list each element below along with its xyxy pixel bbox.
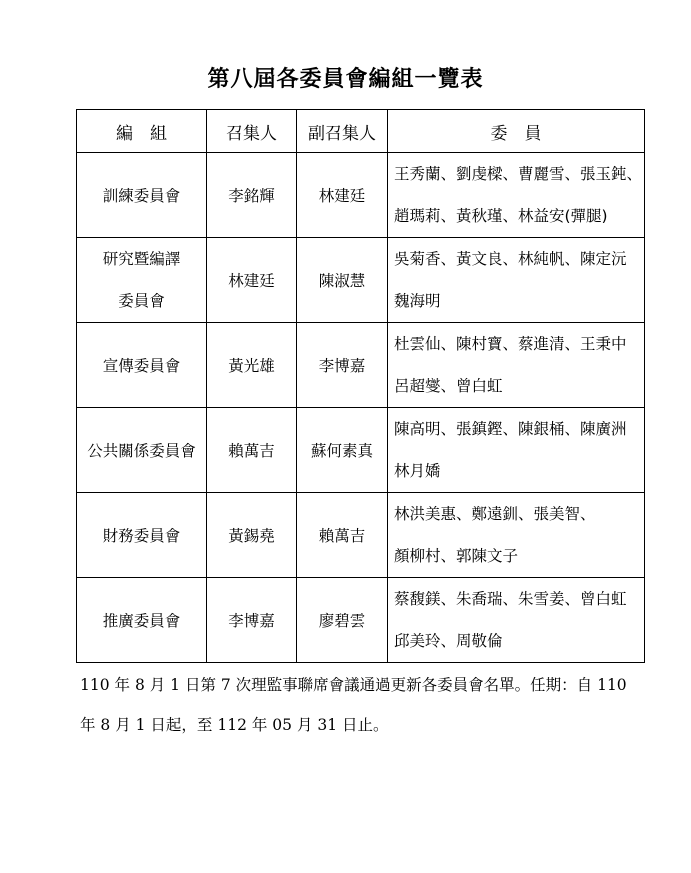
- table-row: [77, 578, 645, 663]
- members-line: 吳菊香、黃文良、林純帆、陳定沅: [394, 250, 627, 268]
- convener-cell: 林建廷: [207, 238, 297, 323]
- table-row: [77, 323, 645, 408]
- members-line: 王秀蘭、劉虔樑、曹麗雪、張玉鈍、: [394, 165, 643, 183]
- group-name: 訓練委員會: [102, 187, 181, 205]
- deputy-cell: 蘇何素真: [297, 408, 388, 493]
- page-title: 第八屆各委員會編組一覽表: [207, 67, 484, 92]
- table-row: [77, 408, 645, 493]
- members-line: 蔡馥鎂、朱喬瑞、朱雪姜、曾白虹: [394, 590, 627, 608]
- deputy-cell: 李博嘉: [297, 323, 388, 408]
- members-line: 邱美玲、周敬倫: [394, 632, 503, 650]
- table-row: [77, 238, 645, 323]
- group-name: 推廣委員會: [102, 612, 181, 630]
- group-name: 委員會: [118, 292, 165, 310]
- members-cell: [388, 153, 645, 238]
- members-line: 林洪美惠、鄭遠釧、張美智、: [394, 505, 596, 523]
- group-cell: [77, 153, 207, 238]
- header-group: 編 組: [77, 110, 207, 153]
- group-cell: [77, 323, 207, 408]
- convener-cell: 李博嘉: [207, 578, 297, 663]
- group-cell: [77, 493, 207, 578]
- members-line: 陳高明、張鎮鏗、陳銀桶、陳廣洲: [394, 420, 627, 438]
- deputy-cell: 陳淑慧: [297, 238, 388, 323]
- header-convener: 召集人: [207, 110, 297, 153]
- members-cell: [388, 578, 645, 663]
- group-name: 公共關係委員會: [87, 442, 196, 460]
- members-cell: [388, 323, 645, 408]
- convener-cell: 賴萬吉: [207, 408, 297, 493]
- table-row: [77, 153, 645, 238]
- convener-cell: 黃錫堯: [207, 493, 297, 578]
- convener-cell: 黃光雄: [207, 323, 297, 408]
- deputy-cell: 林建廷: [297, 153, 388, 238]
- members-line: 顏柳村、郭陳文子: [394, 547, 519, 565]
- members-cell: [388, 493, 645, 578]
- members-line: 趙瑪莉、黃秋瑾、林益安(彈腿): [394, 207, 608, 225]
- members-cell: [388, 238, 645, 323]
- table-header-row: [77, 110, 645, 153]
- members-line: 魏海明: [394, 292, 441, 310]
- deputy-cell: 賴萬吉: [297, 493, 388, 578]
- convener-cell: 李銘輝: [207, 153, 297, 238]
- group-name: 財務委員會: [102, 527, 181, 545]
- header-members: 委 員: [388, 110, 645, 153]
- header-deputy-convener: 副召集人: [297, 110, 388, 153]
- table-row: [77, 493, 645, 578]
- group-name: 宣傳委員會: [102, 357, 181, 375]
- committee-table: [76, 109, 645, 663]
- members-line: 林月嬌: [394, 462, 441, 480]
- footnote-line: 年 8 月 1 日起，至 112 年 05 月 31 日止。: [80, 716, 389, 734]
- members-cell: [388, 408, 645, 493]
- deputy-cell: 廖碧雲: [297, 578, 388, 663]
- group-cell: [77, 578, 207, 663]
- footnote-line: 110 年 8 月 1 日第 7 次理監事聯席會議通過更新各委員會名單。任期：自 110: [80, 676, 627, 694]
- members-line: 呂超燮、曾白虹: [394, 377, 503, 395]
- group-name: 研究暨編譯: [102, 250, 181, 268]
- group-cell: [77, 238, 207, 323]
- members-line: 杜雲仙、陳村寶、蔡進清、王秉中: [394, 335, 627, 353]
- group-cell: [77, 408, 207, 493]
- footnote: [80, 665, 660, 745]
